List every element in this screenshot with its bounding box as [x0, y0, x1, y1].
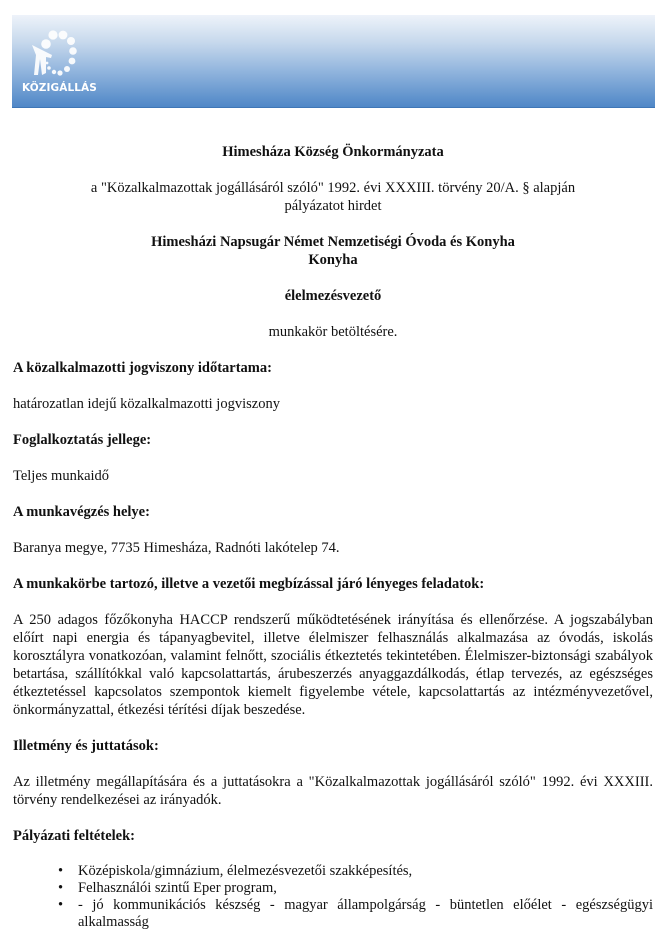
section-text-salary: Az illetmény megállapítására és a juttatásokra a "Közalkalmazottak jogállásáról szóló" 1992. évi XXXIII. törvény rendelkezései az irányadók. [13, 774, 653, 808]
section-heading-salary: Illetmény és juttatások: [13, 738, 159, 754]
legal-basis-line2: pályázatot hirdet [284, 198, 382, 214]
institution-unit: Konyha [308, 252, 358, 268]
requirement-item: • Középiskola/gimnázium, élelmezésvezetői szakképesítés, [78, 863, 653, 880]
section-text-duration: határozatlan idejű közalkalmazotti jogviszony [13, 396, 280, 412]
section-heading-employment-type: Foglalkoztatás jellege: [13, 432, 152, 448]
employer-name: Himesháza Község Önkormányzata [222, 144, 444, 160]
logo-text: KÖZIGÁLLÁS [22, 82, 97, 94]
section-heading-duration: A közalkalmazotti jogviszony időtartama: [13, 360, 272, 376]
job-posting-document [13, 140, 653, 931]
section-text-employment-type: Teljes munkaidő [13, 468, 110, 484]
position-title: élelmezésvezető [284, 288, 382, 304]
header-banner [12, 15, 655, 108]
institution-name: Himesházi Napsugár Német Nemzetiségi Óvoda és Konyha [151, 234, 515, 250]
requirement-item: • Felhasználói szintű Eper program, [78, 880, 653, 897]
legal-basis-line1: a "Közalkalmazottak jogállásáról szóló" 1992. évi XXXIII. törvény 20/A. § alapján [90, 180, 576, 196]
section-heading-duties: A munkakörbe tartozó, illetve a vezetői megbízással járó lényeges feladatok: [13, 576, 485, 592]
requirements-list [13, 863, 653, 931]
requirement-item: • - jó kommunikációs készség - magyar állampolgárság - büntetlen előélet - egészségügyi alkalmasság [78, 897, 653, 931]
section-text-duties: A 250 adagos főzőkonyha HACCP rendszerű működtetésének irányítása és ellenőrzése. A jogszabályban előírt napi energia és tápanyagbevitel, illetve élelmiszer felhasználás alkalmazása az óvodás, iskolás korosztályra vonatkozóan, valamint felnőtt, szociális étkeztetés tekintetében. Élelmiszer-biztonsági szabályok betartása, szállítókkal való kapcsolattartás, árubeszerzés anyaggazdálkodás, étlap tervezés, az egészséges étkeztetéssel kapcsolatos szempontok kiemelt figyelembe vétele, kapcsolattartás az intézményvezetővel, önkormányzattal, étkezési térítési díjak beszedése. [13, 612, 653, 718]
position-suffix: munkakör betöltésére. [268, 324, 398, 340]
section-heading-workplace: A munkavégzés helye: [13, 504, 150, 520]
section-text-workplace: Baranya megye, 7735 Himesháza, Radnóti lakótelep 74. [13, 540, 340, 556]
section-heading-requirements: Pályázati feltételek: [13, 828, 135, 844]
